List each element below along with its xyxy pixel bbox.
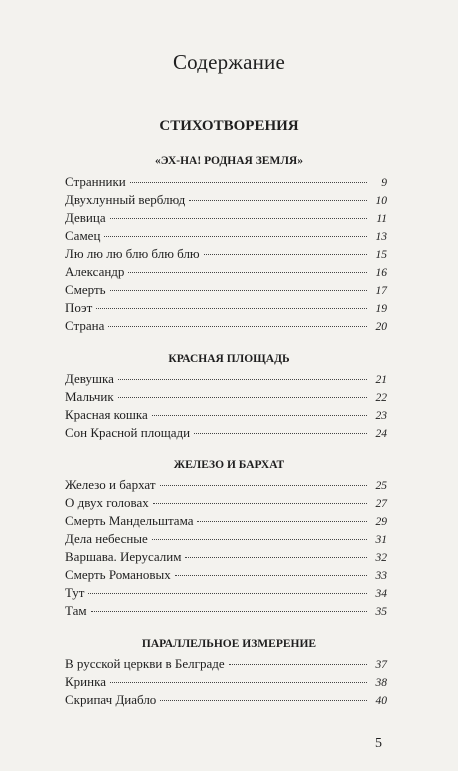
toc-entry[interactable] [65, 674, 387, 692]
toc-entry[interactable] [65, 246, 387, 264]
dot-leader [204, 254, 367, 255]
dot-leader [160, 700, 367, 701]
toc-entry[interactable] [65, 531, 387, 549]
entry-title: Красная кошка [65, 407, 148, 422]
toc-entry[interactable] [65, 495, 387, 513]
dot-leader [130, 182, 367, 183]
entry-page: 11 [376, 213, 387, 225]
dot-leader [152, 539, 367, 540]
entry-title: Лю лю лю блю блю блю [65, 246, 200, 261]
toc-entry[interactable] [65, 264, 387, 282]
entry-page: 32 [375, 552, 387, 564]
section-heading: СТИХОТВОРЕНИЯ [159, 118, 299, 134]
entry-title: Александр [65, 264, 125, 279]
toc-entry[interactable] [65, 228, 387, 246]
toc-entry[interactable] [65, 407, 387, 425]
dot-leader [110, 682, 367, 683]
toc-entry[interactable] [65, 603, 387, 621]
entry-page: 40 [375, 695, 387, 707]
dot-leader [152, 415, 367, 416]
dot-leader [189, 200, 367, 201]
page-number: 5 [375, 736, 382, 751]
page-title: Содержание [172, 50, 286, 74]
toc-entry[interactable] [65, 282, 387, 300]
entry-page: 24 [375, 428, 387, 440]
entry-page: 35 [375, 606, 387, 618]
entry-title: Железо и бархат [65, 477, 156, 492]
entry-title: Варшава. Иерусалим [65, 549, 182, 564]
toc-entry[interactable] [65, 513, 387, 531]
toc-entry[interactable] [65, 318, 387, 336]
dot-leader [153, 503, 367, 504]
entry-title: Дела небесные [65, 531, 148, 546]
entry-title: Поэт [65, 300, 93, 315]
dot-leader [160, 485, 367, 486]
toc-entry[interactable] [65, 656, 387, 674]
entry-title: Смерть Романовых [65, 567, 171, 582]
entry-title: Там [65, 603, 87, 618]
toc-entry[interactable] [65, 210, 387, 228]
toc-entry[interactable] [65, 585, 387, 603]
toc-entry[interactable] [65, 567, 387, 585]
entry-page: 10 [375, 195, 387, 207]
dot-leader [110, 290, 367, 291]
entry-page: 20 [375, 321, 387, 333]
dot-leader [104, 236, 367, 237]
entry-page: 13 [375, 231, 387, 243]
group-heading: КРАСНАЯ ПЛОЩАДЬ [168, 353, 290, 365]
dot-leader [128, 272, 367, 273]
dot-leader [197, 521, 367, 522]
dot-leader [175, 575, 367, 576]
toc-entry[interactable] [65, 549, 387, 567]
toc-entry[interactable] [65, 300, 387, 318]
entry-page: 29 [375, 516, 387, 528]
toc-entry[interactable] [65, 389, 387, 407]
entry-page: 37 [375, 659, 387, 671]
entry-page: 33 [375, 570, 387, 582]
dot-leader [96, 308, 367, 309]
dot-leader [118, 397, 367, 398]
dot-leader [185, 557, 367, 558]
entry-page: 34 [375, 588, 387, 600]
entry-title: Мальчик [65, 389, 114, 404]
entry-page: 16 [375, 267, 387, 279]
dot-leader [229, 664, 367, 665]
entry-title: Смерть [65, 282, 106, 297]
toc-entry[interactable] [65, 192, 387, 210]
group-heading: ЖЕЛЕЗО И БАРХАТ [173, 459, 285, 471]
entry-title: Страна [65, 318, 105, 333]
entry-page: 22 [375, 392, 387, 404]
dot-leader [108, 326, 367, 327]
group-heading: «ЭХ-НА! РОДНАЯ ЗЕМЛЯ» [155, 155, 303, 167]
entry-title: Двухлунный верблюд [65, 192, 186, 207]
toc-entry[interactable] [65, 477, 387, 495]
entry-page: 25 [375, 480, 387, 492]
entry-title: Скрипач Диабло [65, 692, 157, 707]
toc-entry[interactable] [65, 371, 387, 389]
entry-title: Тут [65, 585, 85, 600]
entry-title: Девушка [65, 371, 114, 386]
entry-page: 23 [375, 410, 387, 422]
dot-leader [91, 611, 367, 612]
entry-title: Кринка [65, 674, 106, 689]
entry-title: Смерть Мандельштама [65, 513, 194, 528]
entry-page: 15 [375, 249, 387, 261]
dot-leader [194, 433, 367, 434]
dot-leader [88, 593, 367, 594]
entry-title: В русской церкви в Белграде [65, 656, 225, 671]
entry-page: 38 [375, 677, 387, 689]
entry-title: Сон Красной площади [65, 425, 191, 440]
entry-title: Девица [65, 210, 106, 225]
entry-title: Странники [65, 174, 126, 189]
entry-title: Самец [65, 228, 101, 243]
entry-page: 19 [375, 303, 387, 315]
entry-page: 21 [375, 374, 387, 386]
toc-entry[interactable] [65, 425, 387, 443]
toc-entry[interactable] [65, 174, 387, 192]
entry-page: 17 [375, 285, 387, 297]
group-heading: ПАРАЛЛЕЛЬНОЕ ИЗМЕРЕНИЕ [141, 638, 317, 650]
entry-title: О двух головах [65, 495, 149, 510]
entry-page: 31 [375, 534, 387, 546]
entry-page: 9 [381, 177, 387, 189]
dot-leader [110, 218, 367, 219]
dot-leader [118, 379, 367, 380]
entry-page: 27 [375, 498, 387, 510]
toc-entry[interactable] [65, 692, 387, 710]
